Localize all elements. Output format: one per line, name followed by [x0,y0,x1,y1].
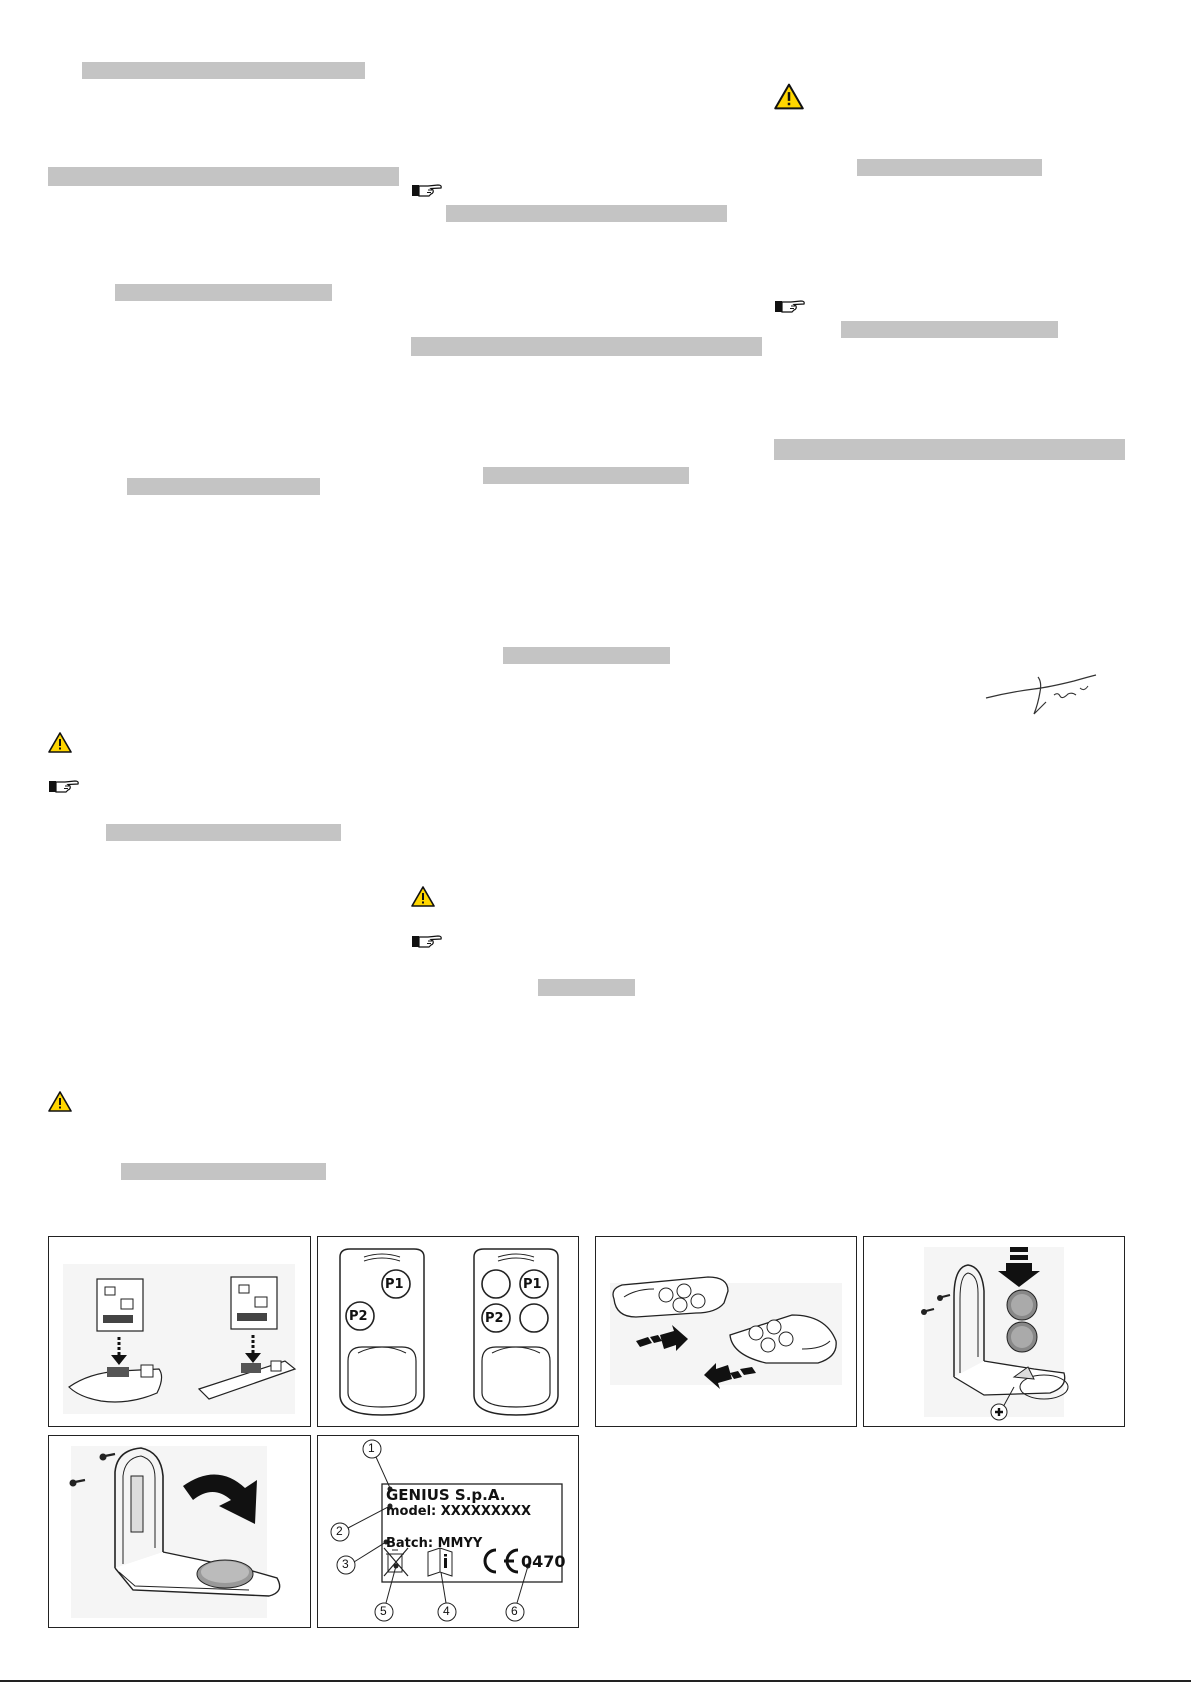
label-company: GENIUS S.p.A. [386,1486,506,1504]
pointing-hand-icon [411,933,443,949]
label-ce-number: 0470 [521,1552,566,1571]
redacted-heading [841,321,1058,338]
redacted-heading [483,467,689,484]
redacted-heading [82,62,365,79]
figure-close-case [48,1435,311,1628]
redacted-heading [503,647,670,664]
callout-number: 6 [511,1604,518,1618]
figure-open-case [595,1236,857,1427]
warning-icon [48,1091,72,1112]
button-label-p2: P2 [485,1311,504,1326]
callout-number: 5 [380,1604,387,1618]
figure-battery-insert [863,1236,1125,1427]
redacted-section-heading [411,337,762,356]
pointing-hand-icon [411,182,443,198]
callout-number: 3 [342,1557,349,1571]
redacted-section-heading [774,439,1125,460]
label-batch: Batch: MMYY [386,1536,483,1551]
warning-icon [48,732,72,753]
redacted-heading [538,979,635,996]
page-bottom-rule [0,1680,1191,1682]
button-label-p1: P1 [523,1277,542,1292]
warning-icon [774,83,804,110]
callout-number: 4 [443,1604,450,1618]
redacted-heading [115,284,332,301]
redacted-heading [857,159,1042,176]
callout-number: 1 [368,1441,375,1455]
pointing-hand-icon [774,298,806,314]
signature [980,662,1100,720]
figure-receiver-boards [48,1236,311,1427]
figure-product-label [317,1435,579,1628]
callout-number: 2 [336,1524,343,1538]
label-model: model: XXXXXXXXX [386,1504,531,1519]
pointing-hand-icon [48,778,80,794]
button-label-p1: P1 [385,1277,404,1292]
figure-remote-buttons [317,1236,579,1427]
redacted-heading [121,1163,326,1180]
redacted-heading [446,205,727,222]
redacted-heading [127,478,320,495]
warning-icon [411,886,435,907]
button-label-p2: P2 [349,1309,368,1324]
redacted-section-heading [48,167,399,186]
redacted-heading [106,824,341,841]
